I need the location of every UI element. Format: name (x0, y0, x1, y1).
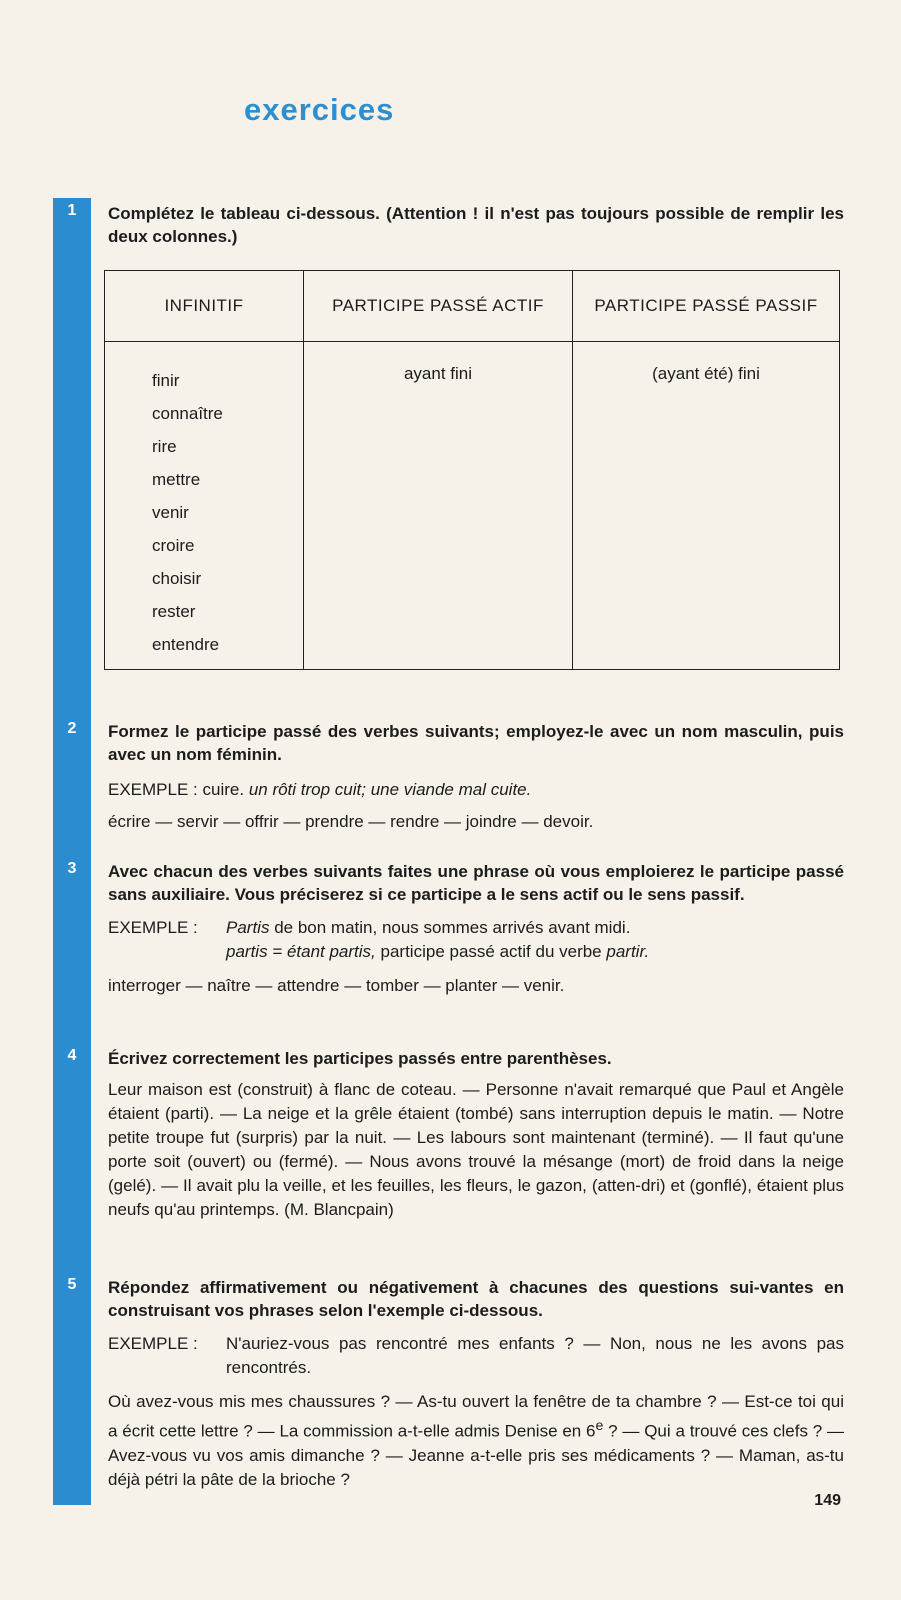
passive-column (573, 342, 840, 670)
list-item: connaître (152, 404, 223, 423)
list-item: mettre (152, 470, 201, 489)
example-label: EXEMPLE : (108, 1334, 198, 1353)
infinitive-list (106, 364, 302, 661)
superscript: e (595, 1418, 604, 1434)
active-column (304, 342, 573, 670)
questions-text: Où avez-vous mis mes chaussures ? — As-tu ouvert la fenêtre de ta chambre ? — Est-ce toi qui a écrit cette lettre ? — La commission a-t-elle admis Denise en 6 (108, 1392, 844, 1441)
example-text: participe passé actif du verbe (380, 942, 602, 961)
exercise-5-instruction: Répondez affirmativement ou négativement à chacunes des questions sui-vantes en construisant vos phrases selon l'exemple ci-dessous. (108, 1278, 844, 1320)
list-item: rester (152, 602, 196, 621)
list-item: croire (152, 536, 195, 555)
questions-text: ? — Qui a trouvé ces clefs ? — Avez-vous vu vos amis dimanche ? — Jeanne a-t-elle pris ses médicaments ? — Maman, as-tu déjà pétri la pâte de la brioche ? (108, 1421, 845, 1489)
example-active-value: ayant fini (403, 364, 473, 383)
example-passive-value: (ayant été) fini (652, 364, 760, 383)
exercise-number-5: 5 (67, 1276, 77, 1293)
example-text: de bon matin, nous sommes arrivés avant midi. (274, 918, 631, 937)
exercise-1-instruction: Complétez le tableau ci-dessous. (Attention ! il n'est pas toujours possible de remplir les deux colonnes.) (108, 204, 844, 246)
example-verb: partir. (606, 942, 650, 961)
exercise-3-example (108, 916, 844, 964)
exercise-number-2: 2 (67, 720, 77, 737)
example-lead: cuire. (202, 780, 245, 799)
exercise-3-instruction: Avec chacun des verbes suivants faites une phrase où vous emploierez le participe passé sans auxiliaire. Vous préciserez si ce participe a le sens actif ou le sens passif. (108, 862, 844, 904)
table-header-infinitive: INFINITIF (105, 271, 304, 342)
page-title: exercices (244, 92, 395, 127)
example-line-1 (226, 916, 649, 940)
exercise-number-3: 3 (67, 860, 77, 877)
exercise-4-text: Leur maison est (construit) à flanc de coteau. — Personne n'avait remarqué que Paul et Angèle étaient (parti). — La neige et la grêle étaient (tombé) sans interruption depuis le matin. — Notre petite troupe fut (surpris) par la nuit. — Les labours sont maintenant (terminé). — Il faut qu'une porte soit (ouvert) ou (fermé). — Nous avons trouvé la mésange (mort) de froid dans la neige (gelé). — Il avait plu la veille, et les feuilles, les fleurs, le gazon, (atten-dri) et (gonflé), étaient plus neufs qu'au printemps. (M. Blancpain) (108, 1080, 844, 1219)
example-label: EXEMPLE : (108, 918, 198, 937)
exercise-2-instruction: Formez le participe passé des verbes suivants; employez-le avec un nom masculin, puis avec un nom féminin. (108, 722, 844, 764)
list-item: rire (152, 437, 177, 456)
exercise-2 (108, 720, 844, 834)
example-italic: partis = étant partis, (226, 942, 376, 961)
example-italic: un rôti trop cuit; une viande mal cuite. (248, 780, 532, 799)
example-text: N'auriez-vous pas rencontré mes enfants ? — Non, nous ne les avons pas rencontrés. (226, 1334, 844, 1377)
exercise-4 (108, 1047, 844, 1222)
table-header-active: PARTICIPE PASSÉ ACTIF (304, 271, 573, 342)
exercise-3 (108, 860, 844, 998)
list-item: venir (152, 503, 189, 522)
exercise-number-bar (53, 198, 91, 1505)
participle-table (104, 270, 840, 670)
exercise-2-example (108, 778, 844, 802)
page-number: 149 (814, 1492, 841, 1509)
example-italic: Partis (226, 918, 270, 937)
exercise-number-4: 4 (67, 1047, 77, 1064)
exercise-5-questions (108, 1390, 844, 1492)
exercise-3-verbs: interroger — naître — attendre — tomber — planter — venir. (108, 976, 565, 995)
list-item: finir (152, 371, 180, 390)
infinitive-column (105, 342, 304, 670)
exercise-number-1: 1 (67, 202, 77, 219)
example-line-2 (226, 940, 649, 964)
exercise-4-instruction: Écrivez correctement les participes passés entre parenthèses. (108, 1049, 612, 1068)
exercise-5 (108, 1276, 844, 1492)
example-label: EXEMPLE : (108, 780, 198, 799)
exercise-5-example (108, 1332, 844, 1380)
list-item: choisir (152, 569, 202, 588)
exercise-1 (108, 202, 844, 248)
table-header-passive: PARTICIPE PASSÉ PASSIF (573, 271, 840, 342)
exercise-2-verbs: écrire — servir — offrir — prendre — rendre — joindre — devoir. (108, 812, 594, 831)
list-item: entendre (152, 635, 220, 654)
